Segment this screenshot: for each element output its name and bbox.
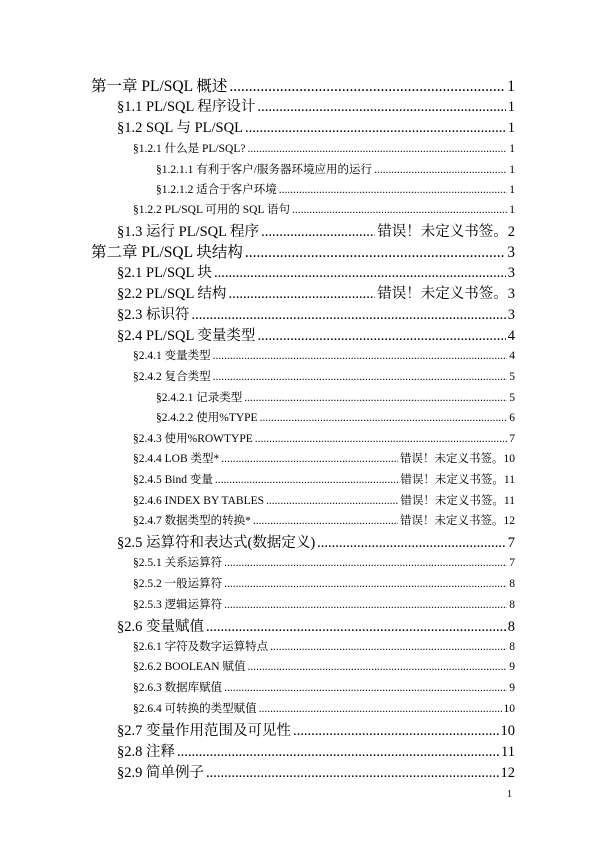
toc-entry-label: 第一章 PL/SQL 概述 bbox=[91, 78, 228, 95]
toc-entry[interactable] bbox=[117, 740, 515, 761]
toc-entry[interactable] bbox=[133, 430, 515, 446]
toc-entry-page: 7 bbox=[509, 557, 515, 569]
toc-entry-page: 11 bbox=[501, 744, 515, 760]
toc-entry[interactable] bbox=[156, 389, 515, 405]
toc-entry-label: §2.5.2 一般运算符 bbox=[133, 578, 223, 590]
toc-entry-page: 7 bbox=[509, 433, 515, 445]
toc-entry[interactable] bbox=[156, 161, 515, 177]
toc-entry-label: §2.4.2.2 使用%TYPE bbox=[156, 412, 258, 424]
toc-entry-page: 10 bbox=[503, 703, 515, 715]
toc-entry-page: 8 bbox=[509, 578, 515, 590]
toc-entry-page: 8 bbox=[509, 599, 515, 611]
toc-entry[interactable] bbox=[117, 282, 515, 303]
toc-entry-label: §2.4.1 变量类型 bbox=[133, 350, 211, 362]
toc-entry-label: §2.4.2.1 记录类型 bbox=[156, 392, 243, 404]
dot-leader bbox=[224, 578, 507, 590]
toc-entry-label: §2.9 简单例子 bbox=[117, 765, 204, 781]
toc-entry[interactable] bbox=[156, 181, 515, 197]
dot-leader bbox=[206, 619, 506, 636]
toc-entry[interactable] bbox=[133, 638, 515, 654]
toc-entry-label: §1.2.1.1 有利于客户/服务器环境应用的运行 bbox=[156, 164, 372, 176]
toc-entry[interactable] bbox=[91, 240, 515, 262]
toc-entry[interactable] bbox=[117, 261, 515, 282]
dot-leader bbox=[214, 265, 506, 282]
toc-entry[interactable] bbox=[117, 95, 515, 116]
toc-entry-label: §2.5.1 关系运算符 bbox=[133, 557, 223, 569]
toc-entry-label: §2.4.3 使用%ROWTYPE bbox=[133, 433, 253, 445]
toc-entry-page: 4 bbox=[507, 328, 515, 344]
toc-entry[interactable] bbox=[117, 116, 515, 137]
toc-entry-page: 错误！未定义书签。12 bbox=[400, 515, 515, 527]
toc-entry[interactable] bbox=[133, 554, 515, 570]
toc-entry-page: 8 bbox=[509, 641, 515, 653]
toc-entry-label: §2.6 变量赋值 bbox=[117, 619, 204, 635]
toc-entry[interactable] bbox=[117, 719, 515, 740]
toc-entry-label: §2.8 注释 bbox=[117, 744, 175, 760]
toc-entry-label: §1.2.1 什么是 PL/SQL? bbox=[133, 143, 246, 155]
dot-leader bbox=[229, 78, 505, 96]
dot-leader bbox=[261, 224, 375, 241]
toc-entry[interactable] bbox=[117, 324, 515, 345]
toc-entry-label: §2.4.7 数据类型的转换* bbox=[133, 515, 251, 527]
toc-entry-label: §2.6.2 BOOLEAN 赋值 bbox=[133, 661, 246, 673]
toc-entry-label: §2.1 PL/SQL 块 bbox=[117, 265, 212, 281]
toc-entry-label: §2.7 变量作用范围及可见性 bbox=[117, 723, 291, 739]
toc-entry-label: 第二章 PL/SQL 块结构 bbox=[91, 244, 243, 261]
dot-leader bbox=[245, 120, 506, 137]
toc-entry-page: 1 bbox=[507, 99, 515, 115]
toc-entry-label: §1.3 运行 PL/SQL 程序 bbox=[117, 224, 260, 240]
dot-leader bbox=[253, 515, 398, 527]
dot-leader bbox=[374, 164, 507, 176]
toc-entry-label: §2.4.2 复合类型 bbox=[133, 371, 211, 383]
toc-entry-label: §2.4.4 LOB 类型* bbox=[133, 453, 220, 465]
toc-entry-label: §2.5.3 逻辑运算符 bbox=[133, 599, 223, 611]
dot-leader bbox=[224, 682, 507, 694]
dot-leader bbox=[206, 765, 499, 782]
dot-leader bbox=[215, 474, 399, 486]
dot-leader bbox=[221, 453, 398, 465]
toc-entry-page: 1 bbox=[509, 204, 515, 216]
toc-entry[interactable] bbox=[156, 409, 515, 425]
dot-leader bbox=[317, 535, 506, 552]
toc-entry-label: §2.4.6 INDEX BY TABLES bbox=[133, 495, 265, 507]
toc-entry[interactable] bbox=[133, 347, 515, 363]
dot-leader bbox=[270, 641, 507, 653]
toc-entry[interactable] bbox=[133, 368, 515, 384]
dot-leader bbox=[224, 599, 507, 611]
toc-entry-label: §2.6.3 数据库赋值 bbox=[133, 682, 223, 694]
toc-entry[interactable] bbox=[133, 512, 515, 528]
toc-entry-label: §1.2 SQL 与 PL/SQL bbox=[117, 120, 243, 136]
dot-leader bbox=[266, 495, 398, 507]
toc-entry-page: 5 bbox=[509, 392, 515, 404]
dot-leader bbox=[228, 286, 375, 303]
toc-entry-label: §2.6.1 字符及数字运算特点 bbox=[133, 641, 269, 653]
toc-entry[interactable] bbox=[133, 575, 515, 591]
toc-entry-page: 1 bbox=[507, 120, 515, 136]
toc-entry-label: §2.5 运算符和表达式(数据定义) bbox=[117, 535, 316, 551]
dot-leader bbox=[257, 99, 505, 116]
dot-leader bbox=[244, 392, 507, 404]
toc-entry[interactable] bbox=[133, 471, 515, 487]
dot-leader bbox=[213, 371, 508, 383]
dot-leader bbox=[255, 433, 507, 445]
dot-leader bbox=[279, 184, 508, 196]
toc-entry[interactable] bbox=[133, 596, 515, 612]
dot-leader bbox=[293, 723, 499, 740]
toc-entry[interactable] bbox=[117, 303, 515, 324]
toc-entry[interactable] bbox=[133, 201, 515, 217]
toc-entry-page: 6 bbox=[509, 412, 515, 424]
toc-entry-label: §1.1 PL/SQL 程序设计 bbox=[117, 99, 256, 115]
dot-leader bbox=[257, 328, 505, 345]
dot-leader bbox=[192, 307, 506, 324]
toc-entry[interactable] bbox=[117, 531, 515, 552]
toc-entry[interactable] bbox=[133, 450, 515, 466]
toc-entry[interactable] bbox=[133, 658, 515, 674]
toc-entry-label: §1.2.1.2 适合于客户环境 bbox=[156, 184, 277, 196]
dot-leader bbox=[259, 703, 502, 715]
toc-entry-page: 9 bbox=[509, 661, 515, 673]
toc-entry[interactable] bbox=[117, 761, 515, 782]
toc-entry[interactable] bbox=[133, 700, 515, 716]
toc-entry[interactable] bbox=[117, 220, 515, 241]
toc-entry-label: §2.4.5 Bind 变量 bbox=[133, 474, 213, 486]
dot-leader bbox=[247, 661, 507, 673]
toc-entry-label: §2.3 标识符 bbox=[117, 307, 190, 323]
dot-leader bbox=[292, 204, 507, 216]
toc-entry-page: 3 bbox=[507, 265, 515, 281]
toc-entry-page: 8 bbox=[507, 619, 515, 635]
dot-leader bbox=[260, 412, 508, 424]
dot-leader bbox=[224, 557, 507, 569]
toc-entry-page: 1 bbox=[507, 78, 515, 95]
toc-entry-page: 错误！未定义书签。11 bbox=[400, 474, 515, 486]
toc-entry-page: 9 bbox=[509, 682, 515, 694]
toc-entry-page: 1 bbox=[509, 143, 515, 155]
toc-entry[interactable] bbox=[133, 679, 515, 695]
toc-entry-label: §2.6.4 可转换的类型赋值 bbox=[133, 703, 257, 715]
toc-entry-page: 10 bbox=[500, 723, 515, 739]
toc-entry-page: 错误！未定义书签。3 bbox=[377, 286, 515, 302]
toc-entry-label: §2.4 PL/SQL 变量类型 bbox=[117, 328, 256, 344]
toc-entry[interactable] bbox=[117, 615, 515, 636]
dot-leader bbox=[177, 744, 499, 761]
toc-entry-label: §1.2.2 PL/SQL 可用的 SQL 语句 bbox=[133, 204, 290, 216]
page-number: 1 bbox=[507, 789, 512, 800]
toc-entry-page: 3 bbox=[507, 244, 515, 261]
toc-entry-page: 7 bbox=[507, 535, 515, 551]
toc-entry-page: 1 bbox=[509, 164, 515, 176]
toc-entry-page: 12 bbox=[500, 765, 515, 781]
toc-entry-page: 错误！未定义书签。10 bbox=[400, 453, 515, 465]
dot-leader bbox=[213, 350, 508, 362]
toc-entry[interactable] bbox=[91, 74, 515, 96]
toc-entry-page: 3 bbox=[507, 307, 515, 323]
toc-entry[interactable] bbox=[133, 492, 515, 508]
toc-entry-page: 错误！未定义书签。11 bbox=[400, 495, 515, 507]
toc-entry-label: §2.2 PL/SQL 结构 bbox=[117, 286, 227, 302]
toc-entry-page: 1 bbox=[509, 184, 515, 196]
dot-leader bbox=[245, 244, 505, 262]
toc-entry-page: 4 bbox=[509, 350, 515, 362]
toc-entry-page: 5 bbox=[509, 371, 515, 383]
toc-entry-page: 错误！未定义书签。2 bbox=[377, 224, 515, 240]
dot-leader bbox=[247, 143, 507, 155]
toc-entry[interactable] bbox=[133, 140, 515, 156]
